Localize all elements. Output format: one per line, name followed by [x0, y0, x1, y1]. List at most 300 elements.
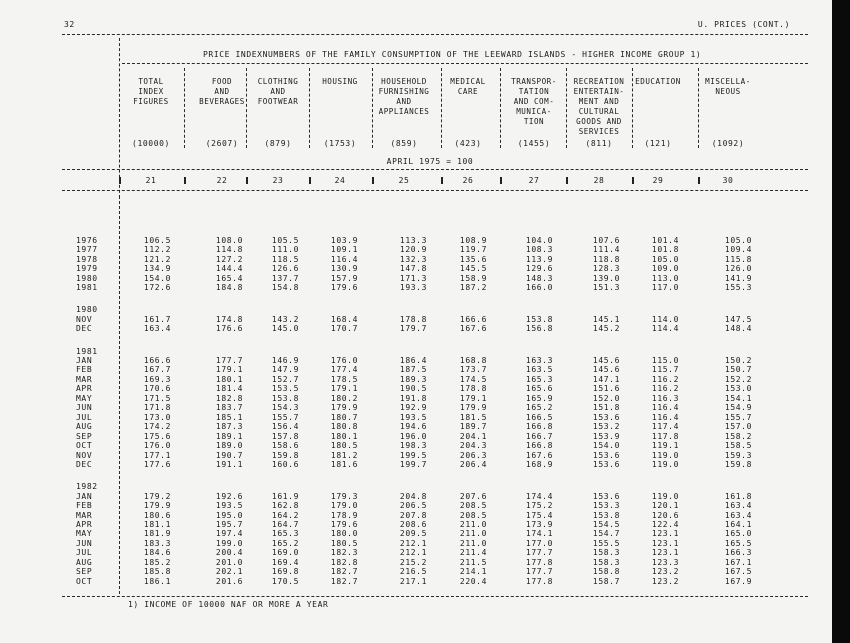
- row-label: MAR: [76, 510, 93, 520]
- table-cell: 181.4: [215, 384, 243, 394]
- table-cell: 126.0: [724, 264, 752, 274]
- table-cell: 199.0: [215, 538, 243, 548]
- table-cell: 153.3: [592, 501, 620, 511]
- table-cell: 146.9: [271, 356, 299, 365]
- table-cell: 165.0: [724, 529, 752, 539]
- block-heading: 1981: [76, 346, 98, 356]
- table-cell: 165.3: [525, 374, 553, 384]
- table-cell: 120.9: [399, 245, 427, 255]
- table-cell: 178.8: [459, 384, 487, 394]
- table-cell: 167.6: [525, 450, 553, 460]
- table-cell: 170.6: [143, 384, 171, 394]
- table-cell: 115.8: [724, 254, 752, 264]
- table-cell: 155.5: [592, 538, 620, 548]
- table-cell: 166.6: [459, 314, 487, 324]
- row-label: DEC: [76, 324, 93, 334]
- table-cell: 169.4: [271, 557, 299, 567]
- table-cell: 108.9: [459, 236, 487, 245]
- table-cell: 178.8: [399, 314, 427, 324]
- table-cell: 113.3: [399, 236, 427, 245]
- table-cell: 155.3: [724, 283, 752, 293]
- table-cell: 180.6: [143, 510, 171, 520]
- table-cell: 206.5: [399, 501, 427, 511]
- table-cell: 181.6: [330, 459, 358, 469]
- column-label: RECREATION ENTERTAIN- MENT AND CULTURAL GOODS AND SERVICES: [573, 77, 625, 136]
- row-label: AUG: [76, 422, 93, 432]
- column-weight: (423): [454, 139, 482, 148]
- table-cell: 148.3: [525, 273, 553, 283]
- table-cell: 193.5: [399, 412, 427, 422]
- table-cell: 178.5: [330, 374, 358, 384]
- table-cell: 192.6: [215, 491, 243, 501]
- table-cell: 196.0: [399, 431, 427, 441]
- table-cell: 175.6: [143, 431, 171, 441]
- table-cell: 105.0: [724, 236, 752, 245]
- table-cell: 111.4: [592, 245, 620, 255]
- table-cell: 179.2: [143, 491, 171, 501]
- table-cell: 135.6: [459, 254, 487, 264]
- table-cell: 150.2: [724, 356, 752, 365]
- table-cell: 166.0: [525, 283, 553, 293]
- row-label: MAY: [76, 529, 93, 539]
- table-cell: 117.0: [651, 283, 679, 293]
- column-divider: [309, 68, 310, 148]
- table-cell: 182.8: [215, 393, 243, 403]
- table-cell: 155.7: [724, 412, 752, 422]
- table-cell: 154.5: [592, 519, 620, 529]
- column-divider: [441, 68, 442, 148]
- table-cell: 193.3: [399, 283, 427, 293]
- title-left-rule: [119, 38, 120, 198]
- table-cell: 118.8: [592, 254, 620, 264]
- table-cell: 158.9: [459, 273, 487, 283]
- table-cell: 123.1: [651, 538, 679, 548]
- table-cell: 147.5: [724, 314, 752, 324]
- table-cell: 158.5: [724, 441, 752, 451]
- table-cell: 155.7: [271, 412, 299, 422]
- table-cell: 153.0: [724, 384, 752, 394]
- table-cell: 180.1: [215, 374, 243, 384]
- stub-rule: [119, 196, 120, 594]
- table-cell: 120.1: [651, 501, 679, 511]
- table-cell: 115.0: [651, 356, 679, 365]
- table-cell: 139.0: [592, 273, 620, 283]
- table-cell: 137.7: [271, 273, 299, 283]
- table-cell: 198.3: [399, 441, 427, 451]
- column-weight: (10000): [132, 139, 170, 148]
- table-cell: 217.1: [399, 576, 427, 586]
- column-divider: [632, 68, 633, 148]
- table-cell: 114.8: [215, 245, 243, 255]
- table-cell: 119.0: [651, 450, 679, 460]
- table-cell: 177.7: [215, 356, 243, 365]
- table-cell: 160.6: [271, 459, 299, 469]
- section-title: U. PRICES (CONT.): [697, 20, 790, 29]
- column-number: 25: [398, 176, 410, 185]
- row-label: NOV: [76, 314, 93, 324]
- column-weight: (811): [585, 139, 613, 148]
- column-number: 28: [593, 176, 605, 185]
- table-cell: 119.7: [459, 245, 487, 255]
- table-cell: 151.6: [592, 384, 620, 394]
- table-cell: 165.3: [271, 529, 299, 539]
- table-cell: 103.9: [330, 236, 358, 245]
- number-divider: [309, 177, 311, 184]
- table-cell: 109.4: [724, 245, 752, 255]
- table-cell: 105.0: [651, 254, 679, 264]
- table-cell: 190.5: [399, 384, 427, 394]
- table-cell: 166.8: [525, 441, 553, 451]
- table-cell: 147.1: [592, 374, 620, 384]
- table-cell: 169.3: [143, 374, 171, 384]
- table-cell: 189.7: [459, 422, 487, 432]
- table-cell: 176.0: [143, 441, 171, 451]
- table-cell: 176.6: [215, 324, 243, 334]
- column-label: TRANSPOR- TATION AND COM- MUNICA- TION: [511, 77, 557, 126]
- table-cell: 204.1: [459, 431, 487, 441]
- table-cell: 117.8: [651, 431, 679, 441]
- table-cell: 108.3: [525, 245, 553, 255]
- column-label: TOTAL INDEX FIGURES: [133, 77, 169, 106]
- table-cell: 123.3: [651, 557, 679, 567]
- table-cell: 116.4: [651, 403, 679, 413]
- table-cell: 151.3: [592, 283, 620, 293]
- table-cell: 211.0: [459, 538, 487, 548]
- table-cell: 158.2: [724, 431, 752, 441]
- table-cell: 158.7: [592, 576, 620, 586]
- table-cell: 181.9: [143, 529, 171, 539]
- table-cell: 153.2: [592, 422, 620, 432]
- table-cell: 157.0: [724, 422, 752, 432]
- bottom-rule: [62, 596, 808, 597]
- table-cell: 134.9: [143, 264, 171, 274]
- table-cell: 126.6: [271, 264, 299, 274]
- table-cell: 174.2: [143, 422, 171, 432]
- table-cell: 161.9: [271, 491, 299, 501]
- table-cell: 148.4: [724, 324, 752, 334]
- table-cell: 171.3: [399, 273, 427, 283]
- column-weight: (879): [264, 139, 292, 148]
- column-weight: (859): [390, 139, 418, 148]
- table-cell: 119.0: [651, 491, 679, 501]
- column-weight: (121): [644, 139, 672, 148]
- table-cell: 180.8: [330, 422, 358, 432]
- table-cell: 184.8: [215, 283, 243, 293]
- table-cell: 191.1: [215, 459, 243, 469]
- table-cell: 130.9: [330, 264, 358, 274]
- number-divider: [566, 177, 568, 184]
- table-cell: 118.5: [271, 254, 299, 264]
- table-cell: 179.6: [330, 519, 358, 529]
- table-cell: 116.4: [651, 412, 679, 422]
- table-cell: 113.9: [525, 254, 553, 264]
- table-cell: 153.8: [271, 393, 299, 403]
- table-cell: 182.7: [330, 567, 358, 577]
- table-cell: 183.7: [215, 403, 243, 413]
- column-number: 29: [652, 176, 664, 185]
- table-cell: 166.7: [525, 431, 553, 441]
- table-cell: 123.1: [651, 529, 679, 539]
- table-cell: 180.5: [330, 441, 358, 451]
- table-cell: 200.4: [215, 548, 243, 558]
- table-cell: 204.3: [459, 441, 487, 451]
- table-cell: 111.0: [271, 245, 299, 255]
- row-label: 1976: [76, 236, 98, 245]
- table-cell: 129.6: [525, 264, 553, 274]
- table-cell: 170.5: [271, 576, 299, 586]
- column-divider: [698, 68, 699, 148]
- table-cell: 182.7: [330, 576, 358, 586]
- column-divider: [184, 68, 185, 148]
- table-cell: 194.6: [399, 422, 427, 432]
- table-cell: 167.9: [724, 576, 752, 586]
- table-cell: 202.1: [215, 567, 243, 577]
- table-cell: 208.5: [459, 510, 487, 520]
- table-cell: 101.8: [651, 245, 679, 255]
- table-cell: 123.2: [651, 576, 679, 586]
- table-cell: 201.6: [215, 576, 243, 586]
- table-cell: 109.1: [330, 245, 358, 255]
- column-weight: (1753): [323, 139, 357, 148]
- table-cell: 182.3: [330, 548, 358, 558]
- table-cell: 157.9: [330, 273, 358, 283]
- table-cell: 154.8: [271, 283, 299, 293]
- table-cell: 173.9: [525, 519, 553, 529]
- table-cell: 132.3: [399, 254, 427, 264]
- table-cell: 177.8: [525, 557, 553, 567]
- table-cell: 144.4: [215, 264, 243, 274]
- table-cell: 171.8: [143, 403, 171, 413]
- number-divider: [372, 177, 374, 184]
- row-label: JUL: [76, 548, 93, 558]
- table-cell: 179.1: [215, 365, 243, 375]
- table-cell: 114.0: [651, 314, 679, 324]
- table-cell: 171.5: [143, 393, 171, 403]
- table-cell: 179.9: [459, 403, 487, 413]
- table-cell: 191.8: [399, 393, 427, 403]
- table-cell: 165.9: [525, 393, 553, 403]
- row-label: MAR: [76, 374, 93, 384]
- table-cell: 215.2: [399, 557, 427, 567]
- table-cell: 145.6: [592, 356, 620, 365]
- table-cell: 153.6: [592, 459, 620, 469]
- table-cell: 152.7: [271, 374, 299, 384]
- row-label: JUL: [76, 412, 93, 422]
- column-label: HOUSEHOLD FURNISHING AND APPLIANCES: [378, 77, 430, 116]
- table-cell: 156.4: [271, 422, 299, 432]
- table-cell: 177.7: [525, 567, 553, 577]
- table-cell: 161.8: [724, 491, 752, 501]
- row-label: FEB: [76, 501, 93, 511]
- table-cell: 116.3: [651, 393, 679, 403]
- table-cell: 174.8: [215, 314, 243, 324]
- table-cell: 177.6: [143, 459, 171, 469]
- table-cell: 153.6: [592, 412, 620, 422]
- table-cell: 121.2: [143, 254, 171, 264]
- table-cell: 145.2: [592, 324, 620, 334]
- row-label: 1980: [76, 273, 98, 283]
- row-label: APR: [76, 384, 93, 394]
- page-number: 32: [64, 20, 75, 29]
- table-cell: 211.0: [459, 519, 487, 529]
- table-cell: 167.7: [143, 365, 171, 375]
- row-label: JAN: [76, 491, 93, 501]
- table-cell: 167.5: [724, 567, 752, 577]
- table-cell: 119.0: [651, 459, 679, 469]
- column-number: 22: [216, 176, 228, 185]
- table-cell: 143.2: [271, 314, 299, 324]
- table-cell: 163.5: [525, 365, 553, 375]
- table-cell: 183.3: [143, 538, 171, 548]
- row-label: DEC: [76, 459, 93, 469]
- table-cell: 177.4: [330, 365, 358, 375]
- table-cell: 179.7: [399, 324, 427, 334]
- table-cell: 122.4: [651, 519, 679, 529]
- table-cell: 108.0: [215, 236, 243, 245]
- row-label: MAY: [76, 393, 93, 403]
- column-number: 21: [145, 176, 157, 185]
- table-cell: 163.4: [143, 324, 171, 334]
- number-divider: [500, 177, 502, 184]
- table-cell: 168.9: [525, 459, 553, 469]
- table-cell: 197.4: [215, 529, 243, 539]
- block-heading: 1982: [76, 482, 98, 492]
- table-cell: 177.7: [525, 548, 553, 558]
- table-cell: 199.7: [399, 459, 427, 469]
- table-cell: 107.6: [592, 236, 620, 245]
- table-cell: 141.9: [724, 273, 752, 283]
- table-cell: 153.5: [271, 384, 299, 394]
- table-title: PRICE INDEXNUMBERS OF THE FAMILY CONSUMPTION OF THE LEEWARD ISLANDS - HIGHER INCOME GROUP 1): [203, 50, 702, 59]
- table-cell: 145.0: [271, 324, 299, 334]
- table-cell: 179.6: [330, 283, 358, 293]
- table-cell: 206.4: [459, 459, 487, 469]
- table-cell: 154.7: [592, 529, 620, 539]
- table-cell: 109.0: [651, 264, 679, 274]
- table-cell: 185.2: [143, 557, 171, 567]
- table-cell: 167.6: [459, 324, 487, 334]
- table-cell: 158.8: [592, 567, 620, 577]
- table-cell: 184.6: [143, 548, 171, 558]
- table-cell: 152.2: [724, 374, 752, 384]
- table-cell: 206.3: [459, 450, 487, 460]
- table-cell: 166.3: [724, 548, 752, 558]
- table-cell: 158.6: [271, 441, 299, 451]
- column-number: 27: [528, 176, 540, 185]
- table-cell: 208.6: [399, 519, 427, 529]
- table-cell: 153.9: [592, 431, 620, 441]
- table-cell: 119.1: [651, 441, 679, 451]
- table-cell: 169.8: [271, 567, 299, 577]
- table-cell: 211.5: [459, 557, 487, 567]
- table-cell: 214.1: [459, 567, 487, 577]
- row-label: FEB: [76, 365, 93, 375]
- table-cell: 163.4: [724, 501, 752, 511]
- number-divider: [119, 177, 121, 184]
- row-label: APR: [76, 519, 93, 529]
- table-cell: 180.7: [330, 412, 358, 422]
- row-label: AUG: [76, 557, 93, 567]
- table-cell: 161.7: [143, 314, 171, 324]
- row-label: 1977: [76, 245, 98, 255]
- table-cell: 189.1: [215, 431, 243, 441]
- table-cell: 177.1: [143, 450, 171, 460]
- table-cell: 159.8: [724, 459, 752, 469]
- table-cell: 180.1: [330, 431, 358, 441]
- table-cell: 193.5: [215, 501, 243, 511]
- table-cell: 173.0: [143, 412, 171, 422]
- table-cell: 156.8: [525, 324, 553, 334]
- column-weight: (1455): [517, 139, 551, 148]
- table-cell: 189.0: [215, 441, 243, 451]
- number-divider: [441, 177, 443, 184]
- table-cell: 166.5: [525, 412, 553, 422]
- table-cell: 128.3: [592, 264, 620, 274]
- table-cell: 147.8: [399, 264, 427, 274]
- column-number: 24: [334, 176, 346, 185]
- table-cell: 168.8: [459, 356, 487, 365]
- table-cell: 187.2: [459, 283, 487, 293]
- table-cell: 177.0: [525, 538, 553, 548]
- table-cell: 145.6: [592, 365, 620, 375]
- table-cell: 104.0: [525, 236, 553, 245]
- table-cell: 182.8: [330, 557, 358, 567]
- table-cell: 105.5: [271, 236, 299, 245]
- scan-edge: [832, 0, 850, 643]
- row-label: OCT: [76, 576, 93, 586]
- table-cell: 175.2: [525, 501, 553, 511]
- column-label: MISCELLA- NEOUS: [705, 77, 751, 96]
- table-cell: 174.4: [525, 491, 553, 501]
- row-label: OCT: [76, 441, 93, 451]
- number-divider: [698, 177, 700, 184]
- table-cell: 195.0: [215, 510, 243, 520]
- table-cell: 163.3: [525, 356, 553, 365]
- column-label: MEDICAL CARE: [450, 77, 486, 96]
- table-cell: 180.5: [330, 538, 358, 548]
- table-cell: 154.3: [271, 403, 299, 413]
- table-cell: 154.0: [143, 273, 171, 283]
- table-cell: 106.5: [143, 236, 171, 245]
- table-cell: 112.2: [143, 245, 171, 255]
- table-cell: 115.7: [651, 365, 679, 375]
- row-label: 1981: [76, 283, 98, 293]
- table-cell: 178.9: [330, 510, 358, 520]
- table-cell: 120.6: [651, 510, 679, 520]
- top-rule: [62, 34, 808, 35]
- table-cell: 165.4: [215, 273, 243, 283]
- table-cell: 113.0: [651, 273, 679, 283]
- table-cell: 185.1: [215, 412, 243, 422]
- table-cell: 158.3: [592, 557, 620, 567]
- table-cell: 147.9: [271, 365, 299, 375]
- table-cell: 211.4: [459, 548, 487, 558]
- table-cell: 211.0: [459, 529, 487, 539]
- table-cell: 164.7: [271, 519, 299, 529]
- table-cell: 159.8: [271, 450, 299, 460]
- table-cell: 114.4: [651, 324, 679, 334]
- table-cell: 199.5: [399, 450, 427, 460]
- table-cell: 195.7: [215, 519, 243, 529]
- table-cell: 181.5: [459, 412, 487, 422]
- table-cell: 201.0: [215, 557, 243, 567]
- table-cell: 159.3: [724, 450, 752, 460]
- table-cell: 179.0: [330, 501, 358, 511]
- table-cell: 186.1: [143, 576, 171, 586]
- column-weight: (2607): [205, 139, 239, 148]
- table-cell: 152.0: [592, 393, 620, 403]
- table-cell: 116.4: [330, 254, 358, 264]
